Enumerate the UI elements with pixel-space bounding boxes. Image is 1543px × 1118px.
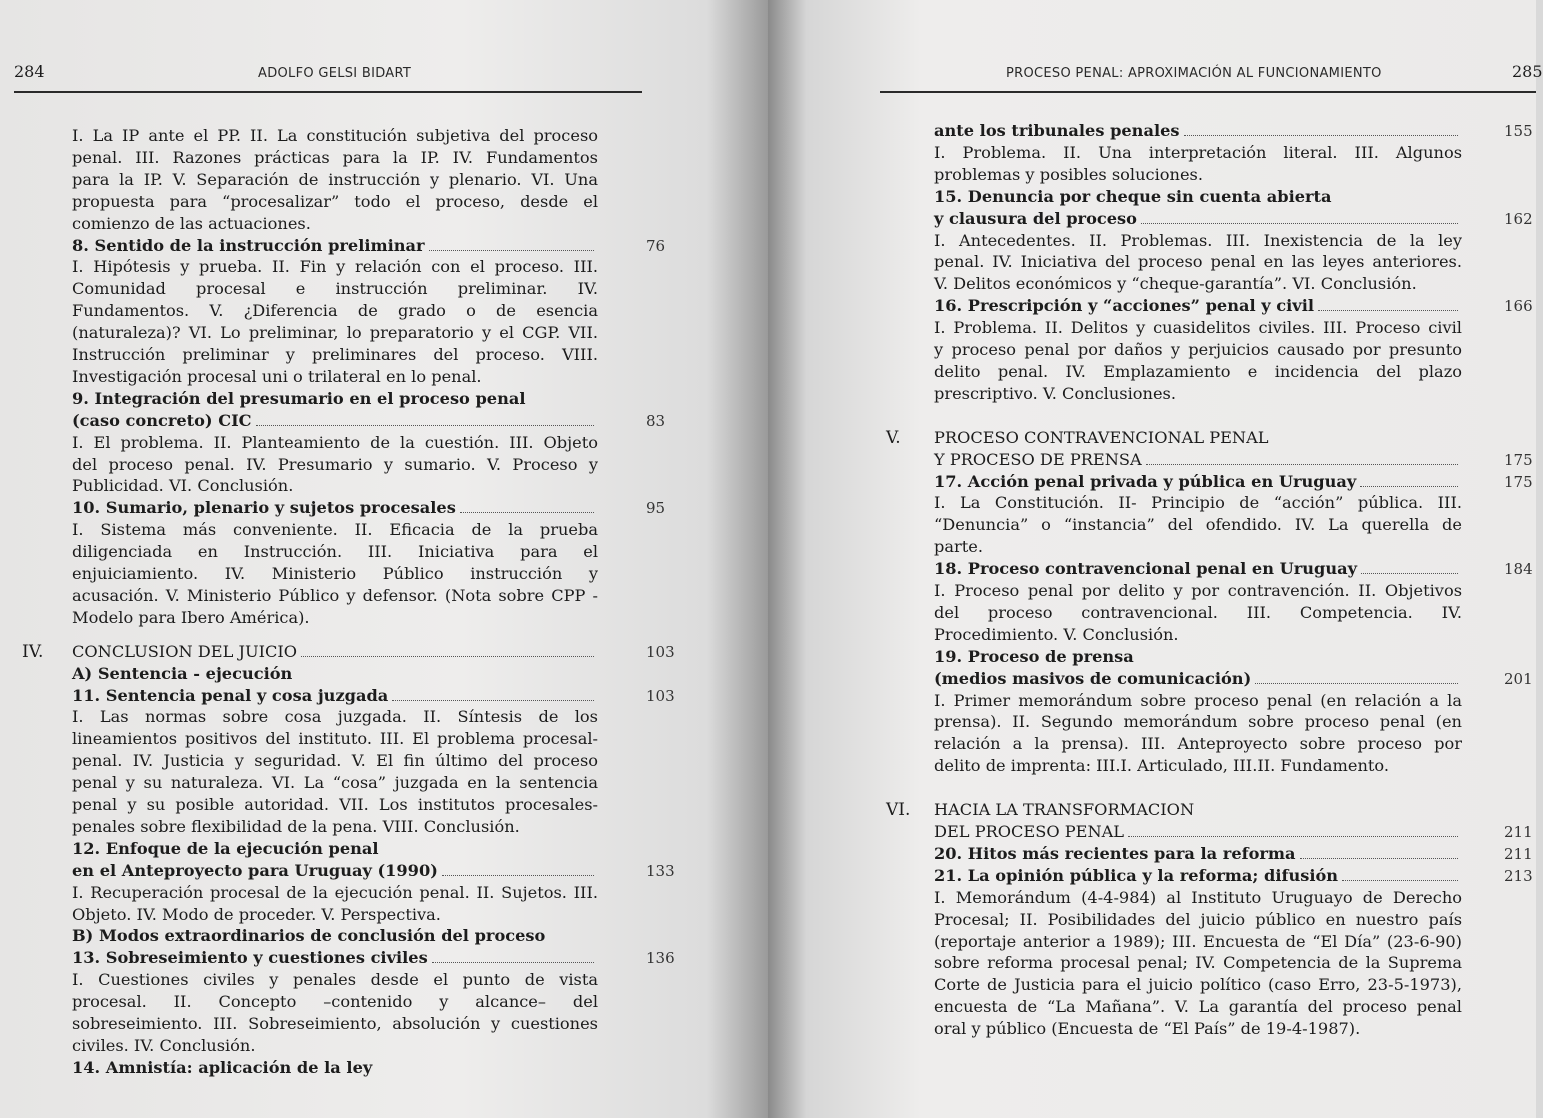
entry-description-line: Procesal; II. Posibilidades del juicio público en nuestro país xyxy=(934,909,1462,929)
section-numeral: VI. xyxy=(886,800,911,821)
entry-page-number: 175 xyxy=(1504,472,1533,491)
entry-page-number: 76 xyxy=(646,236,666,255)
entry-title: y clausura del proceso xyxy=(934,208,1137,228)
entry-description-line: I. La Constitución. II- Principio de “acción” pública. III. xyxy=(934,493,1462,513)
entry-page-number: 103 xyxy=(646,686,675,705)
entry-title: Y PROCESO DE PRENSA xyxy=(934,449,1142,469)
entry-description-line: delito penal. IV. Emplazamiento e incidencia del plazo xyxy=(934,361,1462,381)
toc-entry-title xyxy=(934,449,1462,471)
entry-description-line: I. El problema. II. Planteamiento de la cuestión. III. Objeto xyxy=(72,432,598,452)
leader-dots xyxy=(1342,879,1458,881)
entry-title: 21. La opinión pública y la reforma; difusión xyxy=(934,865,1339,885)
right-page xyxy=(768,0,1543,1118)
entry-page-number: 166 xyxy=(1504,297,1533,316)
toc-entry-title xyxy=(934,120,1462,142)
leader-dots xyxy=(1255,682,1458,684)
entry-page-number: 103 xyxy=(646,642,675,661)
toc-entry-title xyxy=(934,668,1462,690)
toc-entry-title xyxy=(72,641,598,663)
section-title: HACIA LA TRANSFORMACION xyxy=(934,800,1195,820)
toc-entry-title xyxy=(72,410,598,432)
entry-description-line: del proceso contravencional. III. Competencia. IV. xyxy=(934,602,1462,622)
entry-description-line: diligenciada en Instrucción. III. Iniciativa para el xyxy=(72,542,598,562)
entry-description-line: acusación. V. Ministerio Público y defensor. (Nota sobre CPP - xyxy=(72,585,598,605)
entry-title: 11. Sentencia penal y cosa juzgada xyxy=(72,685,389,705)
entry-page-number: 162 xyxy=(1504,209,1533,228)
running-header: ADOLFO GELSI BIDART xyxy=(258,66,412,81)
leader-dots xyxy=(1318,309,1458,311)
entry-title: 12. Enfoque de la ejecución penal xyxy=(72,838,379,858)
entry-description-line: (naturaleza)? VI. Lo preliminar, lo preparatorio y el CGP. VII. xyxy=(72,323,598,343)
toc-entry-title xyxy=(72,497,598,519)
toc-entry-title xyxy=(934,558,1462,580)
leader-dots xyxy=(1360,485,1458,487)
subsection-title: B) Modos extraordinarios de conclusión del proceso xyxy=(72,926,546,946)
leader-dots xyxy=(392,699,594,701)
entry-description-line: relación a la prensa). III. Anteproyecto sobre proceso por xyxy=(934,734,1462,754)
subsection-title: A) Sentencia - ejecución xyxy=(72,663,293,683)
entry-title: 10. Sumario, plenario y sujetos procesales xyxy=(72,498,456,518)
entry-description-line: sobreseimiento. III. Sobreseimiento, absolución y cuestiones xyxy=(72,1014,598,1033)
entry-description-line: penales sobre flexibilidad de la pena. VIII. Conclusión. xyxy=(72,816,520,836)
entry-description-line: civiles. IV. Conclusión. xyxy=(72,1035,256,1055)
section-numeral: IV. xyxy=(22,641,44,662)
entry-description-line: Fundamentos. V. ¿Diferencia de grado o de esencia xyxy=(72,301,598,321)
entry-description-line: y proceso penal por daños y perjuicios causado por presunto xyxy=(934,340,1462,359)
entry-title: 20. Hitos más recientes para la reforma xyxy=(934,843,1296,863)
entry-description-line: I. Primer memorándum sobre proceso penal (en relación a la xyxy=(934,690,1462,710)
entry-title: 9. Integración del presumario en el proceso penal xyxy=(72,388,526,408)
leader-dots xyxy=(1361,572,1458,574)
leader-dots xyxy=(1300,857,1458,859)
entry-page-number: 211 xyxy=(1504,823,1533,841)
entry-description-line: I. Hipótesis y prueba. II. Fin y relación con el proceso. III. xyxy=(72,257,598,277)
entry-description-line: I. Recuperación procesal de la ejecución penal. II. Sujetos. III. xyxy=(72,882,598,902)
header-rule xyxy=(880,91,1536,93)
entry-description-line: para la IP. V. Separación de instrucción y plenario. VI. Una xyxy=(72,169,598,189)
entry-page-number: 83 xyxy=(646,411,666,430)
entry-description-line: I. Las normas sobre cosa juzgada. II. Síntesis de los xyxy=(72,707,598,727)
leader-dots xyxy=(1141,222,1458,224)
entry-description-line: lineamientos positivos del instituto. III. El problema procesal- xyxy=(72,729,598,749)
entry-description-line: Procedimiento. V. Conclusión. xyxy=(934,624,1179,644)
entry-page-number: 211 xyxy=(1504,844,1533,863)
entry-description-line: penal y su naturaleza. VI. La “cosa” juzgada en la sentencia xyxy=(72,773,598,793)
entry-description-line: Modelo para Ibero América). xyxy=(72,607,310,627)
entry-page-number: 201 xyxy=(1504,669,1533,688)
entry-title: (caso concreto) CIC xyxy=(72,410,252,430)
entry-description-line: problemas y posibles soluciones. xyxy=(934,164,1203,184)
entry-title: en el Anteproyecto para Uruguay (1990) xyxy=(72,860,438,880)
entry-page-number: 133 xyxy=(646,861,675,880)
entry-page-number: 136 xyxy=(646,949,675,968)
entry-description-line: I. Sistema más conveniente. II. Eficacia de la prueba xyxy=(72,520,598,540)
entry-title: CONCLUSION DEL JUICIO xyxy=(72,641,298,661)
entry-description-line: Objeto. IV. Modo de proceder. V. Perspectiva. xyxy=(72,904,441,924)
entry-description-line: Instrucción preliminar y preliminares del proceso. VIII. xyxy=(72,345,598,364)
entry-description-line: I. Problema. II. Delitos y cuasidelitos civiles. III. Proceso civil xyxy=(934,318,1462,338)
entry-description-line: procesal. II. Concepto –contenido y alcance– del xyxy=(72,992,598,1012)
entry-description-line: comienzo de las actuaciones. xyxy=(72,213,311,233)
entry-title: 13. Sobreseimiento y cuestiones civiles xyxy=(72,948,428,968)
entry-description-line: Comunidad procesal e instrucción preliminar. IV. xyxy=(72,279,598,299)
entry-description-line: I. Memorándum (4-4-984) al Instituto Uruguayo de Derecho xyxy=(934,887,1462,907)
entry-description-line: Corte de Justicia para el juicio político (caso Erro, 23-5-1973), xyxy=(934,975,1462,995)
entry-description-line: penal. IV. Justicia y seguridad. V. El fin último del proceso xyxy=(72,751,598,771)
entry-description-line: Publicidad. VI. Conclusión. xyxy=(72,476,294,496)
entry-description-line: “Denuncia” o “instancia” del ofendido. IV. La querella de xyxy=(934,515,1462,535)
entry-description-line: I. Proceso penal por delito y por contravención. II. Objetivos xyxy=(934,581,1462,600)
left-page xyxy=(0,0,768,1118)
entry-description-line: sobre reforma procesal penal; IV. Competencia de la Suprema xyxy=(934,953,1462,973)
entry-title: 19. Proceso de prensa xyxy=(934,646,1134,666)
entry-page-number: 213 xyxy=(1504,866,1533,885)
entry-page-number: 184 xyxy=(1504,560,1533,579)
entry-title: (medios masivos de comunicación) xyxy=(934,668,1252,688)
entry-description-line: I. Cuestiones civiles y penales desde el punto de vista xyxy=(72,970,598,990)
entry-title: 18. Proceso contravencional penal en Uruguay xyxy=(934,559,1357,579)
entry-title: 8. Sentido de la instrucción preliminar xyxy=(72,235,425,255)
entry-description-line: (reportaje anterior a 1989); III. Encuesta de “El Día” (23-6-90) xyxy=(934,931,1462,951)
entry-description-line: parte. xyxy=(934,537,983,557)
entry-title: ante los tribunales penales xyxy=(934,121,1180,140)
entry-title: 14. Amnistía: aplicación de la ley xyxy=(72,1057,373,1077)
toc-entry-title xyxy=(72,947,598,969)
entry-description-line: del proceso penal. IV. Presumario y sumario. V. Proceso y xyxy=(72,454,598,474)
toc-entry-title xyxy=(934,821,1462,843)
entry-description-line: I. La IP ante el PP. II. La constitución subjetiva del proceso xyxy=(72,126,598,145)
leader-dots xyxy=(442,874,594,876)
toc-entry-title xyxy=(72,235,598,257)
entry-description-line: prescriptivo. V. Conclusiones. xyxy=(934,383,1176,403)
entry-description-line: oral y público (Encuesta de “El País” de 19-4-1987). xyxy=(934,1019,1361,1039)
toc-entry-title xyxy=(934,471,1462,493)
toc-entry-title xyxy=(72,685,598,707)
toc-entry-title xyxy=(934,295,1462,317)
entry-title: 17. Acción penal privada y pública en Uruguay xyxy=(934,471,1357,491)
entry-description-line: V. Delitos económicos y “cheque-garantía”. VI. Conclusión. xyxy=(934,274,1417,294)
toc-entry-title xyxy=(934,843,1462,865)
entry-title: 16. Prescripción y “acciones” penal y civil xyxy=(934,296,1315,316)
entry-description-line: penal. IV. Iniciativa del proceso penal en las leyes anteriores. xyxy=(934,252,1462,272)
entry-title: 15. Denuncia por cheque sin cuenta abierta xyxy=(934,186,1332,206)
entry-page-number: 175 xyxy=(1504,450,1533,469)
section-title: PROCESO CONTRAVENCIONAL PENAL xyxy=(934,427,1269,447)
leader-dots xyxy=(460,511,594,513)
leader-dots xyxy=(432,961,594,963)
leader-dots xyxy=(256,424,594,426)
running-header: PROCESO PENAL: APROXIMACIÓN AL FUNCIONAMIENTO xyxy=(1006,66,1382,81)
entry-description-line: I. Problema. II. Una interpretación literal. III. Algunos xyxy=(934,142,1462,162)
entry-title: DEL PROCESO PENAL xyxy=(934,822,1125,841)
entry-description-line: encuesta de “La Mañana”. V. La garantía del proceso penal xyxy=(934,997,1462,1017)
page-number: 284 xyxy=(14,62,45,81)
entry-description-line: prensa). II. Segundo memorándum sobre proceso penal (en xyxy=(934,712,1462,732)
entry-description-line: delito de imprenta: III.I. Articulado, III.II. Fundamento. xyxy=(934,756,1389,776)
leader-dots xyxy=(1184,134,1459,136)
entry-description-line: enjuiciamiento. IV. Ministerio Público instrucción y xyxy=(72,564,598,583)
entry-page-number: 95 xyxy=(646,499,666,518)
header-rule xyxy=(14,91,642,93)
section-numeral: V. xyxy=(886,427,901,448)
entry-page-number: 155 xyxy=(1504,122,1533,140)
entry-description-line: penal y su posible autoridad. VII. Los institutos procesales- xyxy=(72,795,598,814)
toc-entry-title xyxy=(72,860,598,882)
toc-entry-title xyxy=(934,865,1462,887)
entry-description-line: I. Antecedentes. II. Problemas. III. Inexistencia de la ley xyxy=(934,230,1462,250)
leader-dots xyxy=(1146,463,1458,465)
leader-dots xyxy=(1128,835,1458,837)
leader-dots xyxy=(301,655,594,657)
leader-dots xyxy=(429,249,594,251)
entry-description-line: Investigación procesal uni o trilateral en lo penal. xyxy=(72,366,482,386)
entry-description-line: penal. III. Razones prácticas para la IP. IV. Fundamentos xyxy=(72,147,598,167)
entry-description-line: propuesta para “procesalizar” todo el proceso, desde el xyxy=(72,191,598,211)
page-number: 285 xyxy=(1512,62,1543,81)
toc-entry-title xyxy=(934,208,1462,230)
